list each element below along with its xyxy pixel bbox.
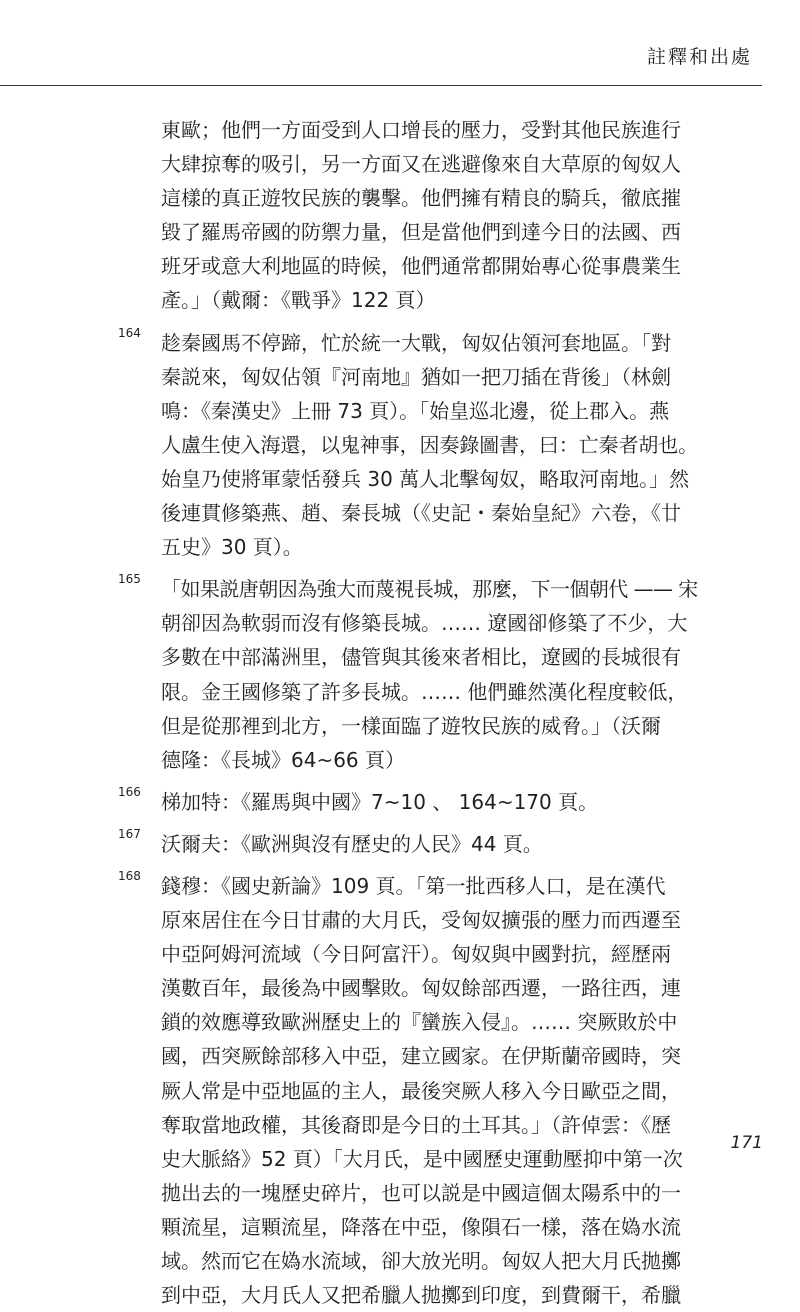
header-title: 註釋和出處 [646, 46, 752, 68]
text-line: 東歐；他們一方面受到人口增長的壓力，受對其他民族進行 [161, 118, 681, 142]
page-body [118, 113, 698, 1312]
footnote-167 [118, 827, 698, 861]
text-line: 大肆掠奪的吸引，另一方面又在逃避像來自大草原的匈奴人 [161, 152, 681, 177]
text-line: 毀了羅馬帝國的防禦力量，但是當他們到達今日的法國、西 [161, 220, 681, 245]
footnote-166 [118, 785, 698, 819]
footnote-164 [118, 326, 698, 565]
text-line: 五史》30 頁）。 [161, 535, 303, 560]
text-line: 趁秦國馬不停蹄，忙於統一大戰，匈奴佔領河套地區。「對 [161, 330, 671, 355]
text-line: 德隆：《長城》64~66 頁） [161, 747, 406, 772]
footnote-number: 168 [118, 868, 141, 883]
footnote-168 [118, 869, 698, 1312]
footnote-number: 164 [118, 325, 141, 340]
text-line: 鎖的效應導致歐洲歷史上的『蠻族入侵』。…… 突厥敗於中 [161, 1010, 678, 1035]
text-line: 奪取當地政權，其後裔即是今日的土耳其。」（許倬雲：《歷 [161, 1112, 671, 1137]
text-line: 沃爾夫：《歐洲與沒有歷史的人民》44 頁。 [161, 831, 543, 856]
text-line: 史大脈絡》52 頁）「大月氏，是中國歷史運動壓抑中第一次 [161, 1146, 683, 1171]
text-line: 拋出去的一塊歷史碎片，也可以説是中國這個太陽系中的一 [161, 1180, 681, 1205]
header-rule [0, 85, 762, 86]
text-line: 鳴：《秦漢史》上冊 73 頁）。「始皇巡北邊，從上郡入。燕 [161, 398, 670, 423]
text-line: 「如果説唐朝因為強大而蔑視長城，那麼，下一個朝代 —— 宋 [161, 577, 698, 602]
text-line: 到中亞，大月氏人又把希臘人拋擲到印度，到費爾干，希臘 [161, 1283, 681, 1308]
text-line: 始皇乃使將軍蒙恬發兵 30 萬人北擊匈奴，略取河南地。」然 [161, 466, 690, 491]
text-line: 朝卻因為軟弱而沒有修築長城。…… 遼國卻修築了不少，大 [161, 611, 688, 636]
text-line: 秦説來，匈奴佔領『河南地』猶如一把刀插在背後」（林劍 [161, 364, 671, 389]
footnote-number: 167 [118, 826, 141, 841]
text-line: 國，西突厥餘部移入中亞，建立國家。在伊斯蘭帝國時，突 [161, 1044, 681, 1069]
text-line: 班牙或意大利地區的時候，他們通常都開始專心從事農業生 [161, 254, 681, 279]
footnote-number: 166 [118, 784, 141, 799]
text-line: 但是從那裡到北方，一樣面臨了遊牧民族的威脅。」（沃爾 [161, 713, 661, 738]
text-line: 原來居住在今日甘肅的大月氏，受匈奴擴張的壓力而西遷至 [161, 908, 681, 933]
text-line: 多數在中部滿洲里，儘管與其後來者相比，遼國的長城很有 [161, 645, 681, 670]
continuation-paragraph [118, 113, 698, 318]
page-number: 171 [730, 1133, 763, 1153]
text-line: 顆流星，這顆流星，降落在中亞，像隕石一樣，落在媯水流 [161, 1214, 681, 1239]
text-line: 漢數百年，最後為中國擊敗。匈奴餘部西遷，一路往西，連 [161, 976, 681, 1001]
footnote-165 [118, 572, 698, 777]
text-line: 錢穆：《國史新論》109 頁。「第一批西移人口，是在漢代 [161, 873, 666, 898]
text-line: 產。」（戴爾：《戰爭》122 頁） [161, 288, 436, 313]
text-line: 域。然而它在媯水流域，卻大放光明。匈奴人把大月氏拋擲 [161, 1249, 681, 1273]
text-line: 這樣的真正遊牧民族的襲擊。他們擁有精良的騎兵，徹底摧 [161, 186, 681, 211]
text-line: 人盧生使入海還，以鬼神事，因奏錄圖書，曰：亡秦者胡也。 [161, 432, 698, 457]
footnote-number: 165 [118, 572, 141, 587]
text-line: 中亞阿姆河流域（今日阿富汗）。匈奴與中國對抗，經歷兩 [161, 942, 671, 967]
text-line: 厥人常是中亞地區的主人，最後突厥人移入今日歐亞之間， [161, 1078, 681, 1103]
text-line: 梯加特：《羅馬與中國》7~10 、 164~170 頁。 [161, 789, 599, 814]
text-line: 限。金王國修築了許多長城。…… 他們雖然漢化程度較低， [161, 679, 688, 704]
text-line: 後連貫修築燕、趙、秦長城（《史記・秦始皇紀》六卷，《廿 [161, 501, 681, 526]
